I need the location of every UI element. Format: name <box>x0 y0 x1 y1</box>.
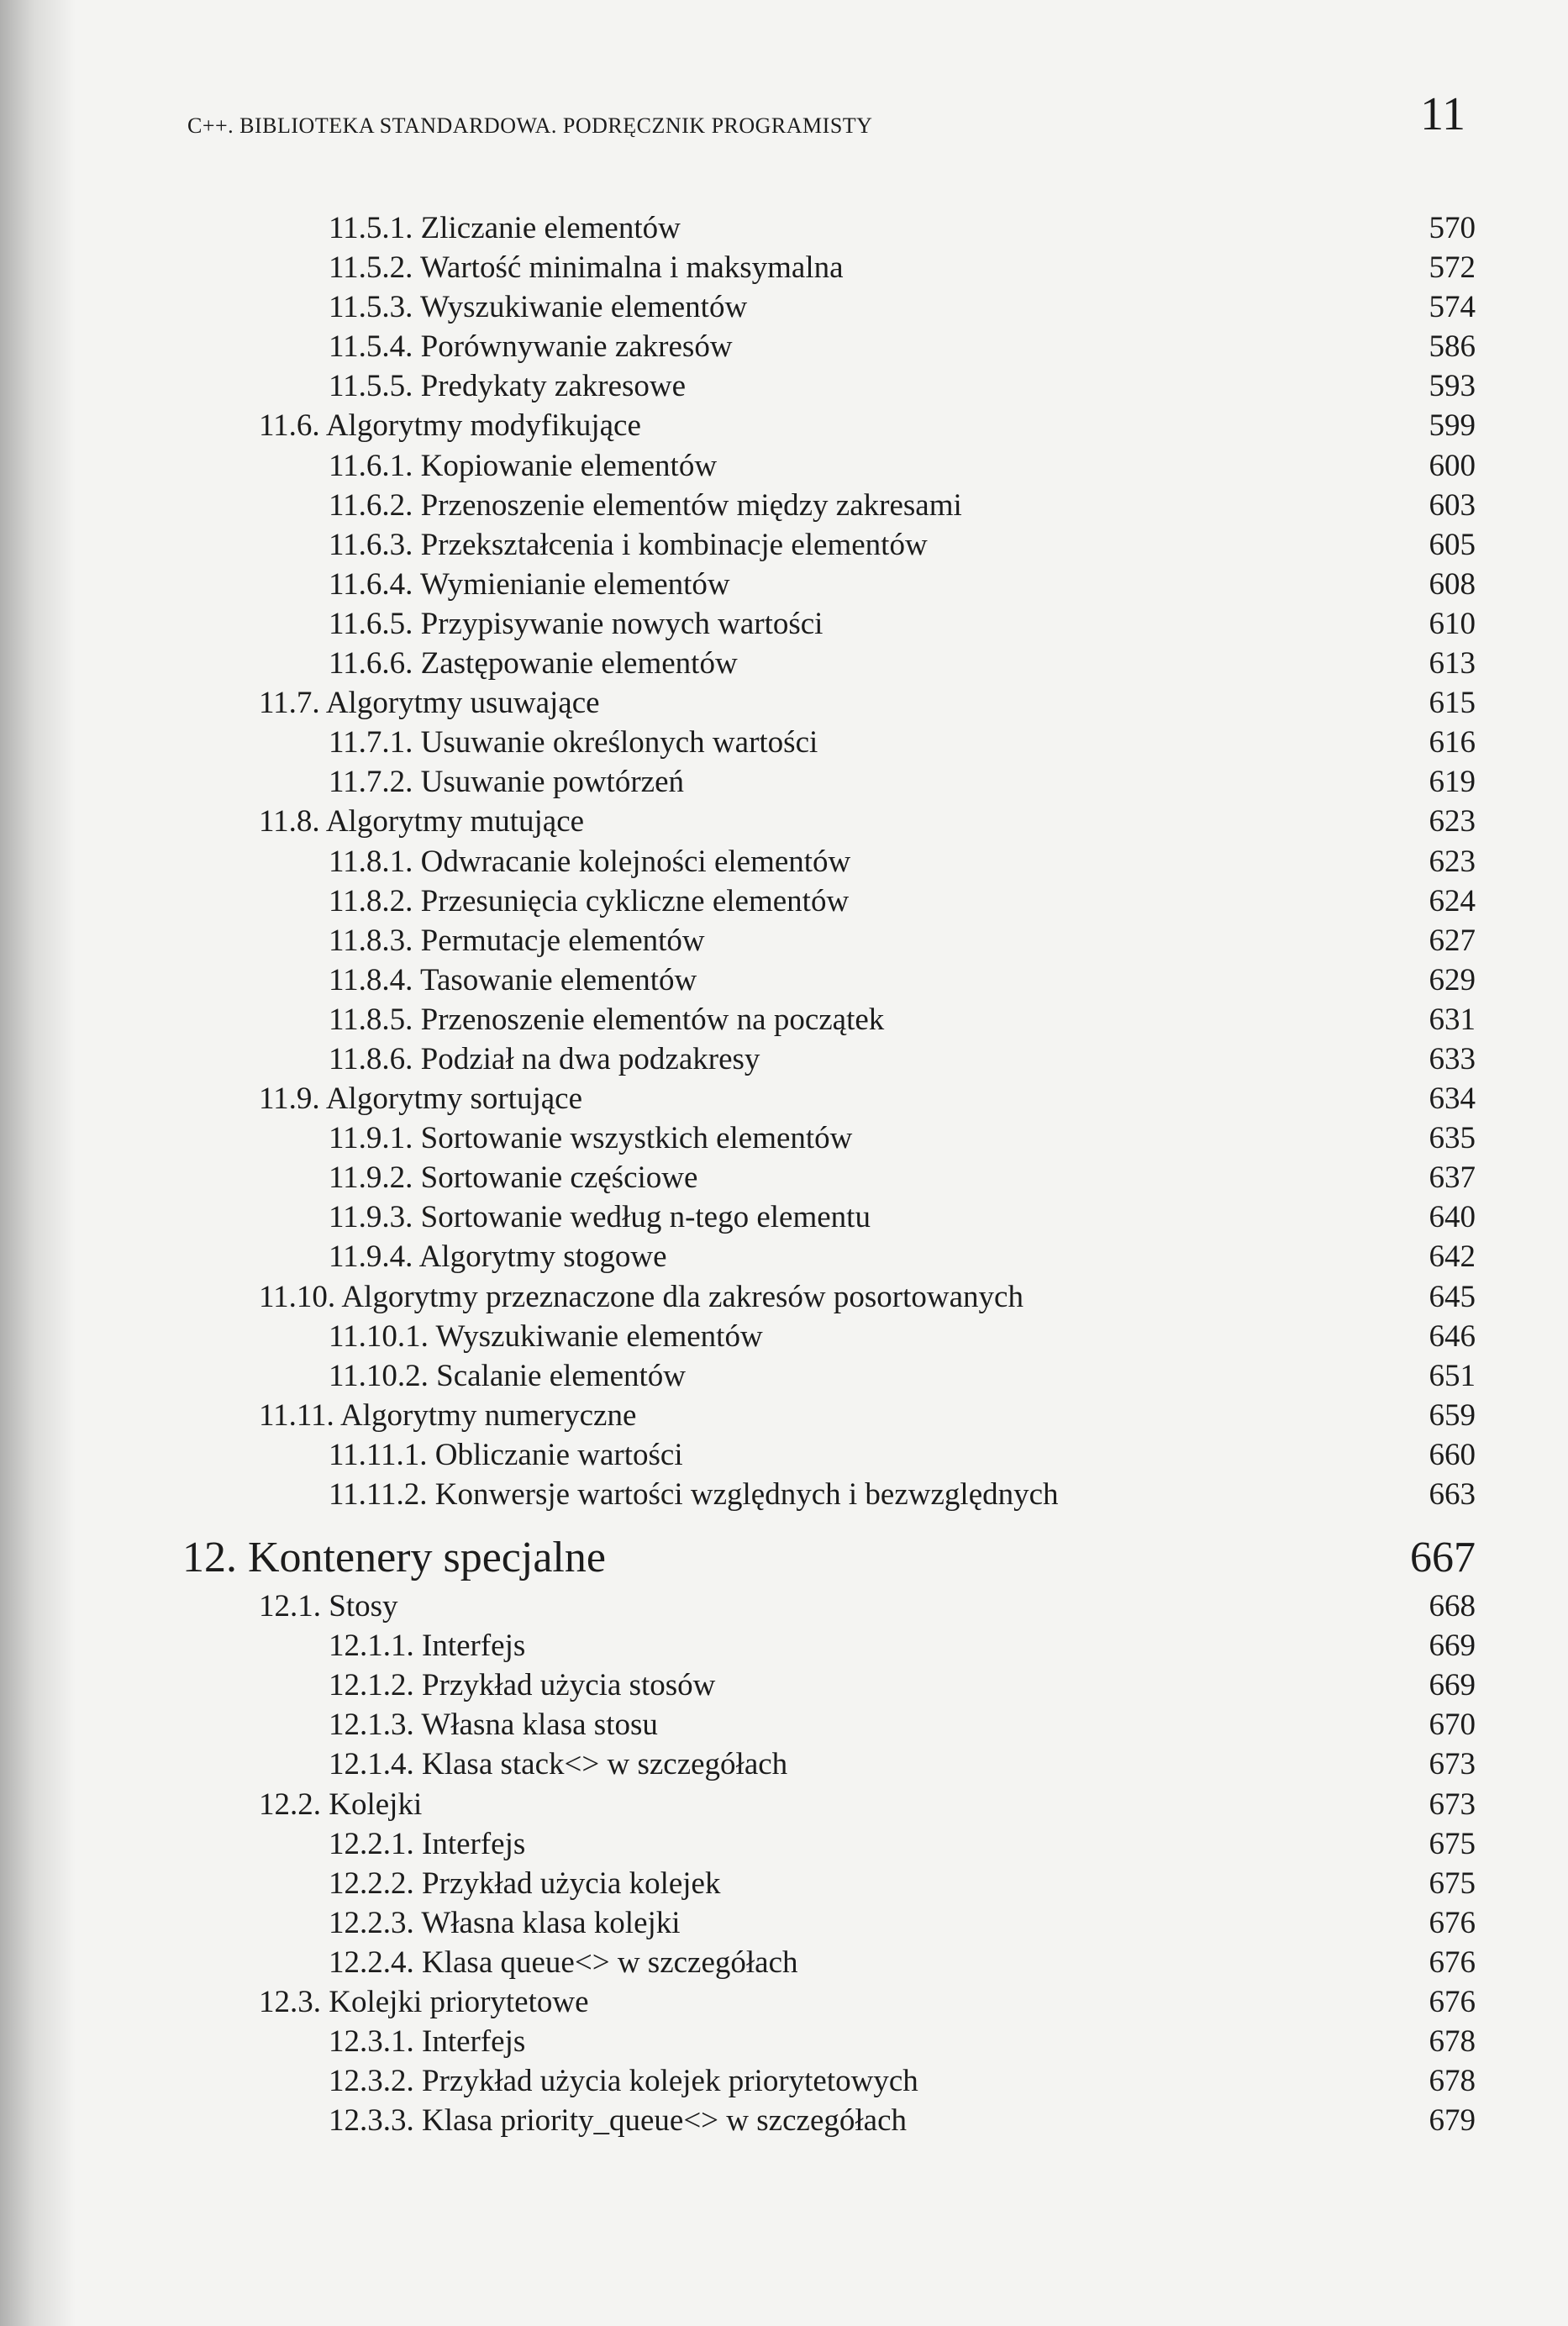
toc-subsection-entry <box>0 1666 1568 1705</box>
toc-subsection-entry <box>0 525 1568 565</box>
toc-subsection-entry <box>0 1197 1568 1237</box>
toc-entry-page: 645 <box>1429 1279 1476 1314</box>
toc-section-entry <box>0 1277 1568 1317</box>
toc-section-entry <box>0 1396 1568 1435</box>
toc-entry-page: 619 <box>1429 765 1476 800</box>
toc-subsection-entry <box>0 1864 1568 1903</box>
toc-entry-page: 633 <box>1429 1041 1476 1076</box>
toc-entry-title: 12.2.3. Własna klasa kolejki <box>329 1905 681 1940</box>
toc-subsection-entry <box>0 881 1568 921</box>
toc-subsection-entry <box>0 1356 1568 1396</box>
toc-entry-title: 11.8.6. Podział na dwa podzakresy <box>329 1041 760 1076</box>
toc-subsection-entry <box>0 1475 1568 1514</box>
toc-entry-page: 624 <box>1429 883 1476 918</box>
toc-entry-title: 11.8.4. Tasowanie elementów <box>329 962 697 997</box>
toc-entry-page: 676 <box>1429 1905 1476 1940</box>
toc-entry-title: 11.9.3. Sortowanie według n-tego elementu <box>329 1200 871 1235</box>
toc-entry-title: 11.9.4. Algorytmy stogowe <box>329 1239 667 1275</box>
toc-entry-page: 634 <box>1429 1081 1476 1117</box>
toc-entry-title: 11.7. Algorytmy usuwające <box>259 686 600 721</box>
toc-subsection-entry <box>0 1118 1568 1158</box>
toc-entry-title: 11.9. Algorytmy sortujące <box>259 1081 583 1117</box>
toc-section-entry <box>0 406 1568 445</box>
toc-entry-page: 637 <box>1429 1160 1476 1196</box>
toc-entry-title: 12.3.2. Przykład użycia kolejek priorytetowych <box>329 2064 918 2099</box>
toc-subsection-entry <box>0 287 1568 327</box>
toc-subsection-entry <box>0 1705 1568 1744</box>
toc-entry-page: 678 <box>1429 2024 1476 2060</box>
toc-entry-title: 11.10.2. Scalanie elementów <box>329 1358 687 1393</box>
toc-entry-title: 11.8.5. Przenoszenie elementów na początek <box>329 1002 885 1037</box>
toc-entry-title: 11.6. Algorytmy modyfikujące <box>259 408 641 444</box>
toc-entry-title: 12.3.3. Klasa priority_queue<> w szczegółach <box>329 2103 907 2139</box>
toc-entry-title: 11.9.1. Sortowanie wszystkich elementów <box>329 1121 853 1156</box>
toc-section-entry <box>0 683 1568 723</box>
toc-subsection-entry <box>0 723 1568 762</box>
toc-entry-title: 12.1. Stosy <box>259 1589 398 1624</box>
toc-entry-page: 574 <box>1429 290 1476 325</box>
toc-subsection-entry <box>0 1158 1568 1197</box>
toc-subsection-entry <box>0 921 1568 960</box>
toc-entry-page: 669 <box>1429 1629 1476 1664</box>
toc-entry-title: 11.6.6. Zastępowanie elementów <box>329 646 738 681</box>
toc-entry-title: 12.3.1. Interfejs <box>329 2024 526 2060</box>
toc-subsection-entry <box>0 2022 1568 2061</box>
toc-subsection-entry <box>0 208 1568 248</box>
toc-entry-page: 572 <box>1429 250 1476 286</box>
toc-subsection-entry <box>0 1744 1568 1784</box>
toc-entry-title: 12.2. Kolejki <box>259 1787 423 1822</box>
toc-entry-title: 11.10.1. Wyszukiwanie elementów <box>329 1318 763 1354</box>
toc-entry-page: 570 <box>1429 211 1476 245</box>
toc-entry-page: 667 <box>1410 1534 1476 1582</box>
table-of-contents <box>0 208 1568 2140</box>
toc-subsection-entry <box>0 1237 1568 1276</box>
toc-subsection-entry <box>0 960 1568 1000</box>
page-number: 11 <box>1420 88 1465 140</box>
toc-entry-page: 678 <box>1429 2064 1476 2099</box>
toc-subsection-entry <box>0 327 1568 366</box>
toc-entry-page: 640 <box>1429 1200 1476 1235</box>
toc-entry-title: 11.6.3. Przekształcenia i kombinacje elementów <box>329 527 928 562</box>
toc-entry-title: 11.7.1. Usuwanie określonych wartości <box>329 725 818 760</box>
toc-section-entry <box>0 1587 1568 1626</box>
toc-entry-page: 623 <box>1429 804 1476 839</box>
toc-subsection-entry <box>0 2101 1568 2140</box>
toc-entry-page: 616 <box>1429 725 1476 760</box>
toc-subsection-entry <box>0 248 1568 287</box>
running-header: C++. BIBLIOTEKA STANDARDOWA. PODRĘCZNIK PROGRAMISTY <box>187 113 873 138</box>
toc-entry-title: 11.11. Algorytmy numeryczne <box>259 1397 637 1433</box>
toc-entry-page: 670 <box>1429 1708 1476 1743</box>
toc-entry-title: 11.5.2. Wartość minimalna i maksymalna <box>329 250 844 286</box>
toc-entry-title: 11.5.5. Predykaty zakresowe <box>329 369 687 404</box>
toc-section-entry <box>0 802 1568 841</box>
toc-subsection-entry <box>0 842 1568 881</box>
toc-entry-title: 11.8. Algorytmy mutujące <box>259 804 585 839</box>
toc-entry-title: 11.7.2. Usuwanie powtórzeń <box>329 765 685 800</box>
toc-subsection-entry <box>0 366 1568 406</box>
toc-entry-page: 669 <box>1429 1668 1476 1703</box>
toc-entry-title: 12.1.2. Przykład użycia stosów <box>329 1668 716 1703</box>
toc-entry-title: 11.5.1. Zliczanie elementów <box>329 211 681 245</box>
toc-entry-page: 627 <box>1429 923 1476 958</box>
toc-entry-page: 668 <box>1429 1589 1476 1624</box>
toc-entry-page: 676 <box>1429 1985 1476 2020</box>
toc-section-entry <box>0 1982 1568 2022</box>
toc-entry-title: 12.1.3. Własna klasa stosu <box>329 1708 658 1743</box>
toc-entry-title: 11.9.2. Sortowanie częściowe <box>329 1160 698 1196</box>
toc-entry-title: 11.11.2. Konwersje wartości względnych i bezwzględnych <box>329 1477 1059 1512</box>
toc-entry-page: 675 <box>1429 1826 1476 1861</box>
toc-subsection-entry <box>0 1824 1568 1864</box>
toc-entry-title: 11.10. Algorytmy przeznaczone dla zakresów posortowanych <box>259 1279 1023 1314</box>
toc-entry-page: 605 <box>1429 527 1476 562</box>
toc-entry-page: 599 <box>1429 408 1476 444</box>
toc-chapter-entry <box>0 1514 1568 1587</box>
toc-entry-title: 12.2.1. Interfejs <box>329 1826 526 1861</box>
toc-entry-title: 11.8.1. Odwracanie kolejności elementów <box>329 844 851 879</box>
toc-subsection-entry <box>0 1626 1568 1666</box>
toc-subsection-entry <box>0 644 1568 683</box>
toc-entry-title: 11.5.4. Porównywanie zakresów <box>329 329 733 365</box>
toc-entry-page: 610 <box>1429 606 1476 641</box>
toc-entry-title: 11.8.2. Przesunięcia cykliczne elementów <box>329 883 850 918</box>
toc-entry-page: 676 <box>1429 1944 1476 1980</box>
toc-entry-page: 660 <box>1429 1437 1476 1472</box>
toc-subsection-entry <box>0 1435 1568 1475</box>
toc-entry-page: 673 <box>1429 1787 1476 1822</box>
toc-subsection-entry <box>0 1000 1568 1039</box>
toc-entry-page: 629 <box>1429 962 1476 997</box>
toc-entry-page: 642 <box>1429 1239 1476 1275</box>
toc-subsection-entry <box>0 2061 1568 2101</box>
toc-entry-title: 12.2.4. Klasa queue<> w szczegółach <box>329 1944 798 1980</box>
toc-entry-page: 615 <box>1429 686 1476 721</box>
toc-entry-page: 679 <box>1429 2103 1476 2139</box>
toc-entry-page: 603 <box>1429 487 1476 523</box>
toc-entry-title: 12.1.1. Interfejs <box>329 1629 526 1664</box>
toc-entry-page: 631 <box>1429 1002 1476 1037</box>
toc-entry-page: 623 <box>1429 844 1476 879</box>
toc-subsection-entry <box>0 1039 1568 1079</box>
toc-entry-title: 12.3. Kolejki priorytetowe <box>259 1985 589 2020</box>
toc-entry-page: 673 <box>1429 1747 1476 1782</box>
toc-subsection-entry <box>0 446 1568 486</box>
toc-entry-page: 600 <box>1429 448 1476 483</box>
toc-entry-title: 11.8.3. Permutacje elementów <box>329 923 705 958</box>
toc-subsection-entry <box>0 1317 1568 1356</box>
toc-subsection-entry <box>0 486 1568 525</box>
toc-subsection-entry <box>0 604 1568 644</box>
toc-section-entry <box>0 1785 1568 1824</box>
toc-subsection-entry <box>0 1943 1568 1982</box>
toc-entry-title: 11.11.1. Obliczanie wartości <box>329 1437 683 1472</box>
toc-entry-page: 635 <box>1429 1121 1476 1156</box>
toc-subsection-entry <box>0 565 1568 604</box>
toc-entry-title: 11.6.2. Przenoszenie elementów między zakresami <box>329 487 962 523</box>
toc-subsection-entry <box>0 1903 1568 1943</box>
toc-entry-page: 675 <box>1429 1866 1476 1901</box>
toc-entry-page: 593 <box>1429 369 1476 404</box>
toc-entry-title: 12. Kontenery specjalne <box>182 1534 606 1582</box>
toc-entry-title: 12.1.4. Klasa stack<> w szczegółach <box>329 1747 788 1782</box>
toc-entry-page: 586 <box>1429 329 1476 365</box>
toc-entry-page: 659 <box>1429 1397 1476 1433</box>
toc-entry-page: 608 <box>1429 566 1476 602</box>
toc-entry-title: 11.6.1. Kopiowanie elementów <box>329 448 718 483</box>
toc-entry-page: 613 <box>1429 646 1476 681</box>
toc-entry-page: 646 <box>1429 1318 1476 1354</box>
toc-entry-title: 12.2.2. Przykład użycia kolejek <box>329 1866 721 1901</box>
toc-subsection-entry <box>0 762 1568 802</box>
toc-section-entry <box>0 1079 1568 1118</box>
toc-entry-title: 11.6.4. Wymienianie elementów <box>329 566 730 602</box>
toc-entry-title: 11.5.3. Wyszukiwanie elementów <box>329 290 748 325</box>
toc-entry-page: 651 <box>1429 1358 1476 1393</box>
toc-entry-page: 663 <box>1429 1477 1476 1512</box>
toc-entry-title: 11.6.5. Przypisywanie nowych wartości <box>329 606 823 641</box>
